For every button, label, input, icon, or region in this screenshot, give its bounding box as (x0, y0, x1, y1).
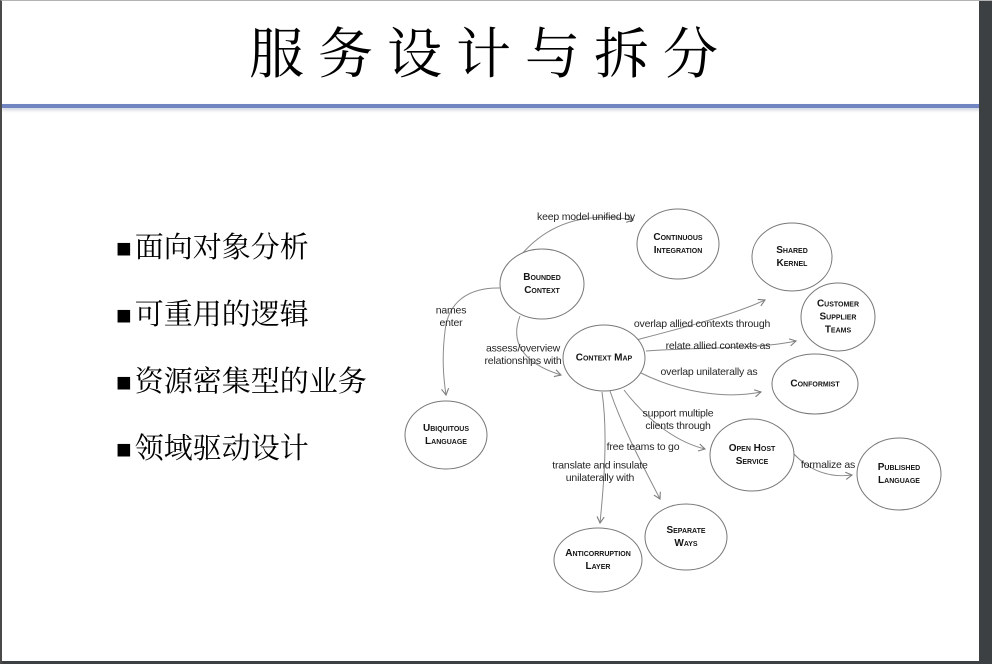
node-label-context-map: Context Map (575, 352, 633, 364)
node-published-language (857, 438, 941, 510)
node-label-customer-supplier-teams: Customer Supplier Teams (816, 298, 860, 336)
node-bounded-context (500, 249, 584, 319)
node-shared-kernel (752, 223, 832, 291)
node-label-ubiquitous-language: Ubiquitous Language (423, 423, 469, 448)
node-ellipse-published-language (857, 438, 941, 510)
edge-label-formalize-as: formalize as (800, 458, 856, 471)
bullet-square-icon: ■ (116, 368, 132, 397)
node-ellipse-separate-ways (645, 504, 727, 570)
bullet-text: 面向对象分析 (134, 232, 309, 264)
bullet-text: 领域驱动设计 (134, 433, 309, 465)
edge-label-support-multiple-clients: support multiple clients through (642, 407, 714, 433)
edge-label-free-teams-to-go: free teams to go (606, 440, 680, 453)
edge-label-translate-and-insulate: translate and insulate unilaterally with (552, 459, 648, 485)
ddd-context-map-diagram (2, 1, 992, 664)
node-label-conformist: Conformist (790, 378, 840, 390)
node-continuous-integration (637, 209, 719, 279)
node-label-published-language: Published Language (877, 462, 921, 487)
node-context-map (563, 325, 645, 391)
edge-label-overlap-allied-contexts: overlap allied contexts through (633, 317, 771, 330)
bullet-square-icon: ■ (116, 234, 132, 263)
node-ellipse-anticorruption-layer (554, 528, 642, 592)
bullet-text: 资源密集型的业务 (134, 366, 367, 398)
node-ellipse-bounded-context (500, 249, 584, 319)
node-customer-supplier-teams (801, 283, 875, 351)
diagram-nodes (405, 209, 941, 592)
edge-label-names-enter: names enter (435, 304, 467, 330)
edge-label-relate-allied-contexts: relate allied contexts as (665, 339, 771, 352)
slide-title: 服务设计与拆分 (248, 24, 732, 85)
node-label-anticorruption-layer: Anticorruption Layer (565, 548, 631, 573)
bullet-square-icon: ■ (116, 435, 132, 464)
node-ubiquitous-language (405, 401, 487, 469)
node-label-open-host-service: Open Host Service (728, 443, 776, 468)
bullet-square-icon: ■ (116, 301, 132, 330)
edge-label-assess-overview: assess/overview relationships with (484, 342, 562, 368)
node-label-bounded-context: Bounded Context (523, 272, 561, 297)
node-ellipse-shared-kernel (752, 223, 832, 291)
edge-translate-and-insulate (600, 392, 605, 523)
node-label-separate-ways: Separate Ways (666, 525, 706, 550)
node-separate-ways (645, 504, 727, 570)
node-anticorruption-layer (554, 528, 642, 592)
edge-label-keep-model-unified-by: keep model unified by (537, 210, 635, 223)
node-label-continuous-integration: Continuous Integration (653, 232, 703, 257)
node-label-shared-kernel: Shared Kernel (776, 245, 808, 270)
node-ellipse-ubiquitous-language (405, 401, 487, 469)
right-edge-strip (979, 1, 992, 664)
node-ellipse-open-host-service (710, 419, 794, 491)
bullet-text: 可重用的逻辑 (134, 299, 309, 331)
edge-label-overlap-unilaterally: overlap unilaterally as (660, 365, 758, 378)
node-ellipse-continuous-integration (637, 209, 719, 279)
node-open-host-service (710, 419, 794, 491)
node-conformist (772, 354, 858, 414)
